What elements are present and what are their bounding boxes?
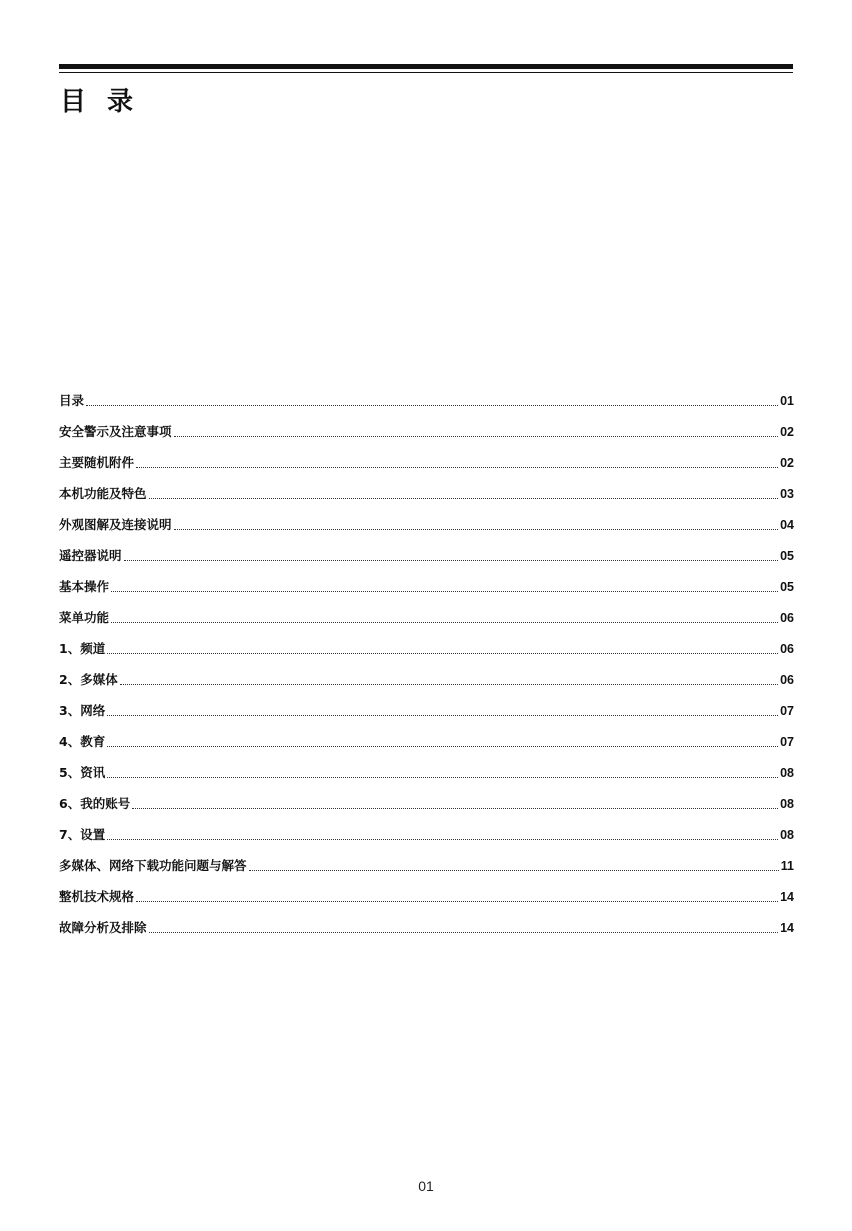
- toc-entry[interactable]: [59, 657, 794, 688]
- toc-entry-page: 14: [780, 921, 794, 935]
- toc-entry[interactable]: [59, 812, 794, 843]
- toc-entry-label: 故障分析及排除: [59, 920, 147, 935]
- toc-leader-dots: [174, 436, 779, 437]
- toc-entry-page: 05: [780, 549, 794, 563]
- toc-entry-label: 目录: [59, 393, 85, 408]
- page-number: 01: [418, 1178, 434, 1194]
- toc-entry-label: 7、设置: [59, 827, 106, 842]
- toc-entry-page: 14: [780, 890, 794, 904]
- toc-entry-label: 主要随机附件: [59, 455, 135, 470]
- toc-leader-dots: [107, 777, 778, 778]
- toc-entry-label: 2、多媒体: [59, 672, 118, 687]
- toc-leader-dots: [111, 622, 778, 623]
- toc-entry[interactable]: [59, 378, 794, 409]
- toc-entry[interactable]: [59, 626, 794, 657]
- toc-leader-dots: [86, 405, 778, 406]
- toc-leader-dots: [149, 932, 779, 933]
- table-of-contents: [59, 378, 794, 936]
- toc-leader-dots: [136, 901, 778, 902]
- toc-entry-page: 04: [780, 518, 794, 532]
- toc-entry-page: 06: [780, 673, 794, 687]
- toc-leader-dots: [107, 839, 778, 840]
- toc-entry[interactable]: [59, 905, 794, 936]
- toc-entry[interactable]: [59, 409, 794, 440]
- toc-entry-page: 06: [780, 611, 794, 625]
- header-rule-thin: [59, 72, 793, 73]
- toc-entry-label: 5、资讯: [59, 765, 106, 780]
- page-title: 目 录: [60, 87, 140, 117]
- toc-entry[interactable]: [59, 440, 794, 471]
- toc-entry-label: 3、网络: [59, 703, 106, 718]
- toc-entry[interactable]: [59, 750, 794, 781]
- toc-entry-page: 01: [780, 394, 794, 408]
- toc-entry-label: 菜单功能: [59, 610, 110, 625]
- toc-entry-page: 03: [780, 487, 794, 501]
- toc-entry-page: 08: [780, 797, 794, 811]
- toc-entry[interactable]: [59, 595, 794, 626]
- toc-entry-label: 本机功能及特色: [59, 486, 147, 501]
- toc-entry-label: 4、教育: [59, 734, 106, 749]
- toc-entry-label: 6、我的账号: [59, 796, 131, 811]
- toc-entry-label: 多媒体、网络下载功能问题与解答: [59, 858, 247, 873]
- toc-leader-dots: [174, 529, 779, 530]
- toc-entry[interactable]: [59, 719, 794, 750]
- toc-leader-dots: [124, 560, 779, 561]
- toc-entry[interactable]: [59, 471, 794, 502]
- toc-entry[interactable]: [59, 688, 794, 719]
- toc-entry-page: 02: [780, 456, 794, 470]
- toc-entry-label: 1、频道: [59, 641, 106, 656]
- toc-leader-dots: [107, 746, 778, 747]
- toc-leader-dots: [249, 870, 779, 871]
- toc-entry-label: 安全警示及注意事项: [59, 424, 172, 439]
- toc-entry[interactable]: [59, 874, 794, 905]
- toc-leader-dots: [149, 498, 779, 499]
- toc-entry-page: 11: [780, 859, 794, 873]
- toc-entry-page: 07: [780, 704, 794, 718]
- header-rule-thick: [59, 64, 793, 69]
- toc-entry-page: 08: [780, 828, 794, 842]
- toc-entry[interactable]: [59, 502, 794, 533]
- toc-entry[interactable]: [59, 843, 794, 874]
- toc-entry[interactable]: [59, 781, 794, 812]
- toc-entry-label: 遥控器说明: [59, 548, 122, 563]
- toc-entry[interactable]: [59, 533, 794, 564]
- toc-entry-page: 06: [780, 642, 794, 656]
- toc-leader-dots: [111, 591, 778, 592]
- toc-entry-page: 05: [780, 580, 794, 594]
- toc-leader-dots: [136, 467, 778, 468]
- toc-entry-page: 08: [780, 766, 794, 780]
- toc-leader-dots: [107, 653, 778, 654]
- toc-entry-label: 基本操作: [59, 579, 110, 594]
- toc-leader-dots: [120, 684, 778, 685]
- toc-entry-page: 07: [780, 735, 794, 749]
- toc-leader-dots: [132, 808, 778, 809]
- toc-entry-label: 外观图解及连接说明: [59, 517, 172, 532]
- toc-leader-dots: [107, 715, 778, 716]
- toc-entry-page: 02: [780, 425, 794, 439]
- toc-entry-label: 整机技术规格: [59, 889, 135, 904]
- toc-entry[interactable]: [59, 564, 794, 595]
